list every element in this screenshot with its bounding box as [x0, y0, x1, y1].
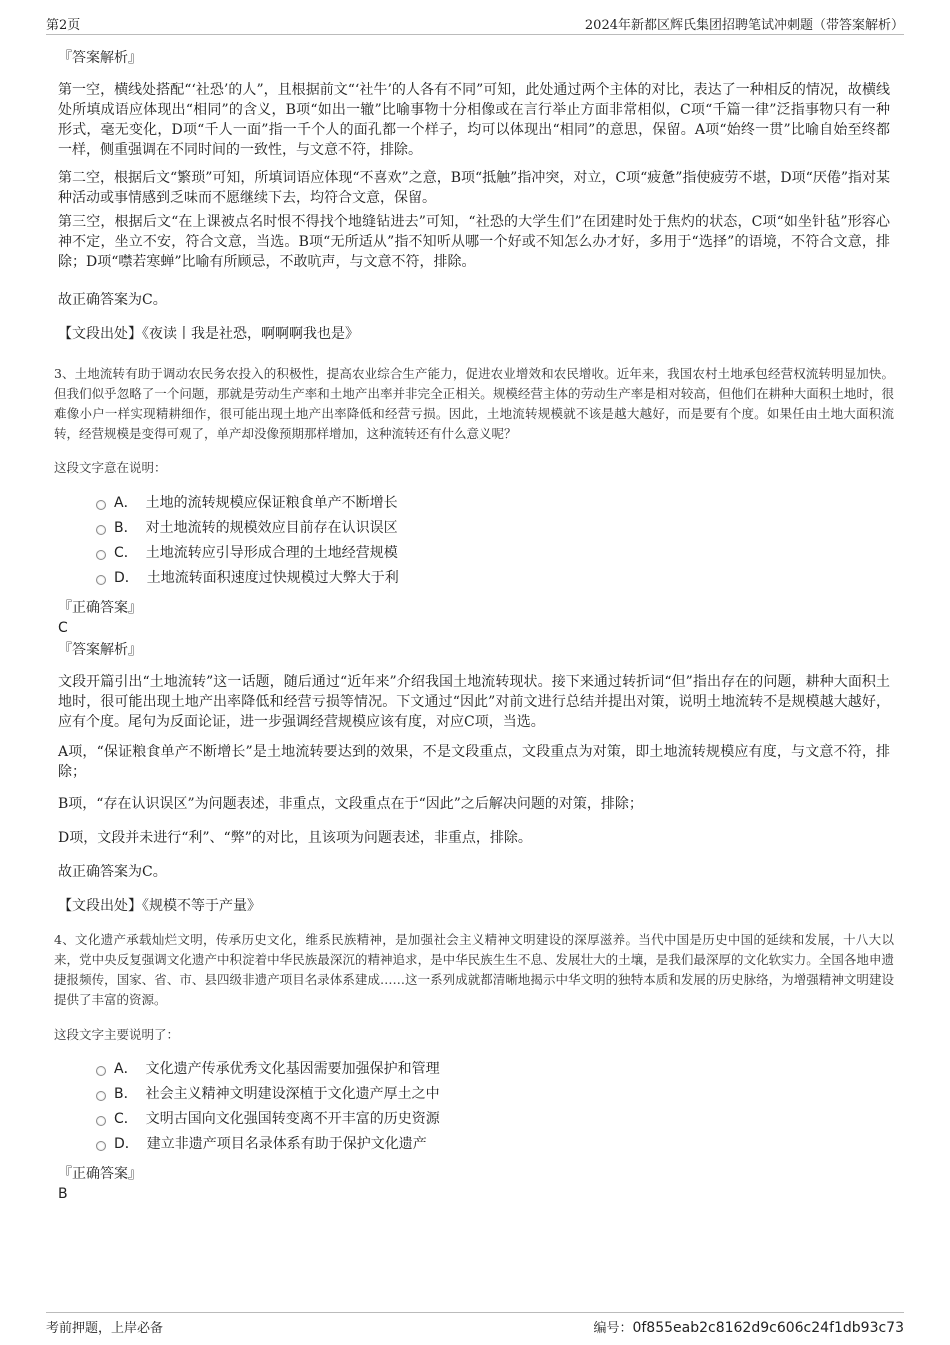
source-citation: 【文段出处】《夜读丨我是社恐，啊啊啊我也是》 [58, 326, 359, 342]
analysis-paragraph-4: D项，文段并未进行“利”、“弊”的对比，且该项为问题表述，非重点，排除。 [58, 830, 532, 846]
radio-button-icon[interactable] [96, 1066, 106, 1076]
question-4-options [96, 1057, 440, 1157]
option-a[interactable]: A． 土地的流转规模应保证粮食单产不断增长 [96, 491, 399, 516]
document-title: 2024年新都区辉氏集团招聘笔试冲刺题（带答案解析） [584, 18, 904, 33]
option-a[interactable]: A． 文化遗产传承优秀文化基因需要加强保护和管理 [96, 1057, 440, 1082]
correct-answer-value: B [58, 1186, 68, 1202]
correct-answer-label: 『正确答案』 [58, 1166, 142, 1182]
radio-button-icon[interactable] [96, 525, 106, 535]
question-3-prompt: 这段文字意在说明： [54, 460, 167, 475]
analysis-paragraph-1: 第一空，横线处搭配“‘社恐’的人”，且根据前文“‘社牛’的人各有不同”可知，此处通过两个主体的对比，表达了一种相反的情况，故横线处所填成语应体现出“相同”的含义，B项“如出一辙”比喻事物十分相像或在言行举止方面非常相似，C项“千篇一律”泛指事物只有一种形式，毫无变化，D项“千人一面”指一千个人的面孔都一个样子，均可以体现出“相同”的意思，保留。A项“始终一贯”比喻自始至终都一样，侧重强调在不同时间的一致性，与文意不符，排除。 [58, 82, 890, 158]
analysis-paragraph-2: 第二空，根据后文“繁琐”可知，所填词语应体现“不喜欢”之意，B项“抵触”指冲突，对立，C项“疲惫”指使疲劳不堪，D项“厌倦”指对某种活动或事情感到乏味而不愿继续下去，均符合文意，保留。 [58, 170, 890, 206]
option-b[interactable]: B． 社会主义精神文明建设深植于文化遗产厚土之中 [96, 1082, 440, 1107]
analysis-label: 『答案解析』 [58, 642, 142, 658]
conclusion: 故正确答案为C。 [58, 864, 167, 880]
option-d[interactable]: D． 土地流转面积速度过快规模过大弊大于利 [96, 566, 399, 591]
correct-answer-value: C [58, 620, 68, 636]
radio-button-icon[interactable] [96, 1116, 106, 1126]
correct-answer-label: 『正确答案』 [58, 600, 142, 616]
option-b[interactable]: B． 对土地流转的规模效应目前存在认识误区 [96, 516, 399, 541]
radio-button-icon[interactable] [96, 550, 106, 560]
radio-button-icon[interactable] [96, 500, 106, 510]
question-3-text: 3、土地流转有助于调动农民务农投入的积极性，提高农业综合生产能力，促进农业增效和农民增收。近年来，我国农村土地承包经营权流转明显加快。但我们似乎忽略了一个问题，那就是劳动生产率和土地产出率并非完全正相关。规模经营主体的劳动生产率是相对较高，但他们在耕种大面积土地时，很难像小户一样实现精耕细作，很可能出现土地产出率降低和经营亏损。因此，土地流转规模就不该是越大越好，而是要有个度。如果任由土地大面积流转，经营规模是变得可观了，单产却没像预期那样增加，这种流转还有什么意义呢？ [54, 366, 894, 441]
radio-button-icon[interactable] [96, 1141, 106, 1151]
document-code: 编号：0f855eab2c8162d9c606c24f1db93c73 [593, 1320, 904, 1336]
analysis-paragraph-2: A项，“保证粮食单产不断增长”是土地流转要达到的效果，不是文段重点，文段重点为对策，即土地流转规模应有度，与文意不符，排除； [58, 744, 890, 780]
analysis-label: 『答案解析』 [58, 50, 142, 66]
analysis-paragraph-3: 第三空，根据后文“在上课被点名时恨不得找个地缝钻进去”可知，“社恐的大学生们”在团建时处于焦灼的状态，C项“如坐针毡”形容心神不定，坐立不安，符合文意，当选。B项“无所适从”指不知听从哪一个好或不知怎么办才好，多用于“选择”的语境，不符合文意，排除；D项“噤若寒蝉”比喻有所顾忌，不敢吭声，与文意不符，排除。 [58, 214, 890, 270]
option-c[interactable]: C． 文明古国向文化强国转变离不开丰富的历史资源 [96, 1107, 440, 1132]
radio-button-icon[interactable] [96, 1091, 106, 1101]
option-d[interactable]: D． 建立非遗产项目名录体系有助于保护文化遗产 [96, 1132, 440, 1157]
analysis-paragraph-3: B项，“存在认识误区”为问题表述，非重点，文段重点在于“因此”之后解决问题的对策，排除； [58, 796, 643, 812]
page-number: 第2页 [46, 18, 81, 33]
option-c[interactable]: C． 土地流转应引导形成合理的土地经营规模 [96, 541, 399, 566]
page-footer [46, 1312, 904, 1335]
question-4-prompt: 这段文字主要说明了： [54, 1027, 180, 1042]
source-citation: 【文段出处】《规模不等于产量》 [58, 898, 261, 914]
footer-slogan: 考前押题，上岸必备 [46, 1321, 164, 1336]
analysis-paragraph-1: 文段开篇引出“土地流转”这一话题，随后通过“近年来”介绍我国土地流转现状。接下来通过转折词“但”指出存在的问题，耕种大面积土地时，很可能出现土地产出率降低和经营亏损等情况。下文通过“因此”对前文进行总结并提出对策，说明土地流转不是规模越大越好，应有个度。尾句为反面论证，进一步强调经营规模应该有度，对应C项，当选。 [58, 674, 890, 730]
radio-button-icon[interactable] [96, 575, 106, 585]
conclusion: 故正确答案为C。 [58, 292, 167, 308]
question-3-options [96, 491, 399, 591]
page-header [46, 10, 904, 35]
question-4-text: 4、文化遗产承载灿烂文明，传承历史文化，维系民族精神，是加强社会主义精神文明建设的深厚滋养。当代中国是历史中国的延续和发展，十八大以来，党中央反复强调文化遗产中积淀着中华民族最深沉的精神追求，是中华民族生生不息、发展壮大的土壤，是我们最深厚的文化软实力。全国各地申遗捷报频传，国家、省、市、县四级非遗产项目名录体系建成……这一系列成就都清晰地揭示中华文明的独特本质和发展的历史脉络，为增强精神文明建设提供了丰富的资源。 [54, 932, 894, 1007]
